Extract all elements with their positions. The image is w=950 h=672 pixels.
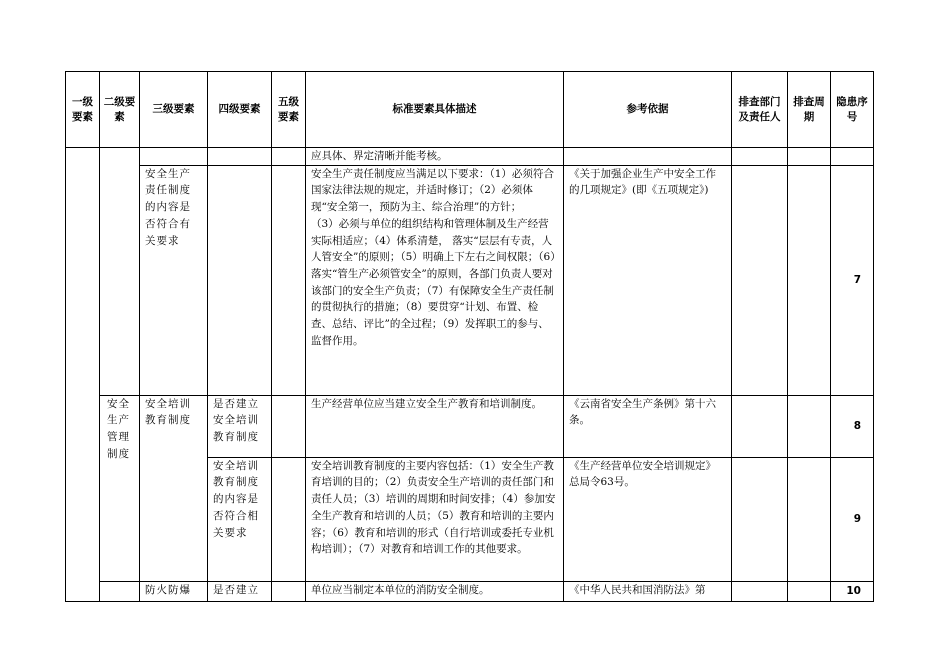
level3-cell: 安全培训教育制度 <box>140 395 208 581</box>
level3-cell <box>140 148 208 166</box>
header-responsible: 排查部门及责任人 <box>732 72 788 148</box>
hazard-no-cell: 10 <box>831 581 874 601</box>
reference-cell: 《中华人民共和国消防法》第 <box>564 581 732 601</box>
table-row <box>66 165 874 395</box>
level5-cell <box>272 148 306 166</box>
period-cell <box>788 457 831 581</box>
responsible-cell <box>732 395 788 457</box>
hazard-no-cell <box>831 148 874 166</box>
header-hazard-no: 隐患序号 <box>831 72 874 148</box>
responsible-cell <box>732 165 788 395</box>
description-cell: 生产经营单位应当建立安全生产教育和培训制度。 <box>306 395 564 457</box>
level2-cell <box>100 581 140 601</box>
description-cell: 安全生产责任制度应当满足以下要求：（1）必须符合国家法律法规的规定，并适时修订；（2）必须体现“安全第一，预防为主、综合治理”的方针； （3）必须与单位的组织结构和管理体制及生产经营实际相适应；（4）体系清楚， 落实“层层有专责，人人管安全”的原则；（5）明确上下左右之间权限；（6）落实“管生产必须管安全”的原则，各部门负责人要对该部门的安全生产负责；（7）有保障安全生产责任制的贯彻执行的措施；（8）要贯穿“计划、布置、检查、总结、评比”的全过程；（9）发挥职工的参与、监督作用。 <box>306 165 564 395</box>
table-row <box>66 148 874 166</box>
level5-cell <box>272 165 306 395</box>
level3-cell: 安全生产责任制度的内容是否符合有关要求 <box>140 165 208 395</box>
period-cell <box>788 165 831 395</box>
description-cell: 安全培训教育制度的主要内容包括：（1）安全生产教育培训的目的；（2）负责安全生产培训的责任部门和责任人员；（3）培训的周期和时间安排；（4）参加安全生产教育和培训的人员；（5）教育和培训的主要内容；（6）教育和培训的形式（自行培训或委托专业机构培训）；（7）对教育和培训工作的其他要求。 <box>306 457 564 581</box>
header-row <box>66 72 874 148</box>
header-level4: 四级要素 <box>208 72 272 148</box>
hazard-no-cell: 9 <box>831 457 874 581</box>
header-description: 标准要素具体描述 <box>306 72 564 148</box>
header-level5: 五级要素 <box>272 72 306 148</box>
header-period: 排查周期 <box>788 72 831 148</box>
level4-cell: 安全培训教育制度的内容是否符合相关要求 <box>208 457 272 581</box>
responsible-cell <box>732 457 788 581</box>
header-level1: 一级要素 <box>66 72 100 148</box>
hazard-no-cell: 7 <box>831 165 874 395</box>
description-cell: 单位应当制定本单位的消防安全制度。 <box>306 581 564 601</box>
reference-cell <box>564 148 732 166</box>
reference-cell: 《关于加强企业生产中安全工作的几项规定》(即《五项规定》) <box>564 165 732 395</box>
table-row <box>66 395 874 457</box>
period-cell <box>788 581 831 601</box>
level4-cell <box>208 148 272 166</box>
responsible-cell <box>732 581 788 601</box>
hazard-no-cell: 8 <box>831 395 874 457</box>
table-row <box>66 581 874 601</box>
level1-cell <box>66 148 100 602</box>
period-cell <box>788 148 831 166</box>
level5-cell <box>272 395 306 457</box>
header-level2: 二级要素 <box>100 72 140 148</box>
level4-cell: 是否建立 <box>208 581 272 601</box>
period-cell <box>788 395 831 457</box>
level4-cell <box>208 165 272 395</box>
header-reference: 参考依据 <box>564 72 732 148</box>
level5-cell <box>272 581 306 601</box>
responsible-cell <box>732 148 788 166</box>
standards-table <box>65 71 874 602</box>
level2-cell: 安全生产管理制度 <box>100 395 140 581</box>
level4-cell: 是否建立安全培训教育制度 <box>208 395 272 457</box>
level5-cell <box>272 457 306 581</box>
description-cell: 应具体、界定清晰并能考核。 <box>306 148 564 166</box>
level2-cell <box>100 148 140 396</box>
header-level3: 三级要素 <box>140 72 208 148</box>
reference-cell: 《生产经营单位安全培训规定》总局令63号。 <box>564 457 732 581</box>
reference-cell: 《云南省安全生产条例》第十六条。 <box>564 395 732 457</box>
level3-cell: 防火防爆 <box>140 581 208 601</box>
